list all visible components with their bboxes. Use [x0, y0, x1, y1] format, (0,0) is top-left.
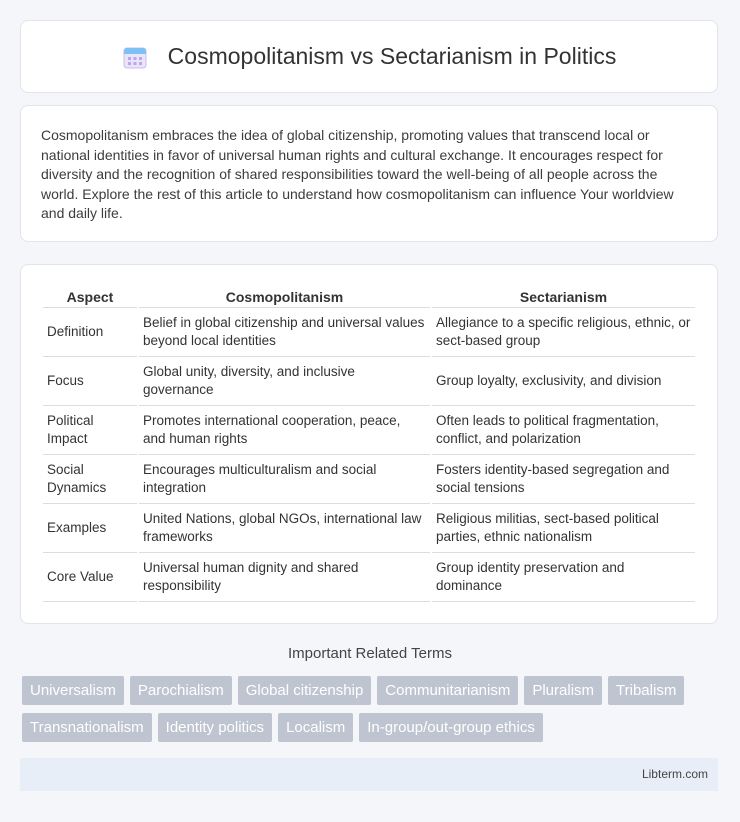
related-term-tag[interactable]: In-group/out-group ethics — [359, 713, 543, 742]
table-row — [43, 406, 695, 455]
header-sectarianism: Sectarianism — [432, 287, 695, 308]
related-term-tag[interactable]: Transnationalism — [22, 713, 152, 742]
related-term-tag[interactable]: Identity politics — [158, 713, 272, 742]
comparison-card — [20, 264, 718, 624]
sectarianism-cell: Fosters identity-based segregation and social tensions — [432, 455, 695, 504]
sectarianism-cell: Religious militias, sect-based political parties, ethnic nationalism — [432, 504, 695, 553]
cosmopolitanism-cell: Promotes international cooperation, peace, and human rights — [139, 406, 430, 455]
related-term-tag[interactable]: Parochialism — [130, 676, 232, 705]
sectarianism-cell: Often leads to political fragmentation, conflict, and polarization — [432, 406, 695, 455]
table-row — [43, 553, 695, 602]
aspect-cell: Examples — [43, 504, 137, 553]
footer-brand-link[interactable]: Libterm.com — [641, 767, 708, 781]
title-card — [20, 20, 718, 93]
related-terms-title: Important Related Terms — [288, 645, 452, 662]
table-row — [43, 357, 695, 406]
cosmopolitanism-cell: Belief in global citizenship and universal values beyond local identities — [139, 308, 430, 357]
sectarianism-cell: Allegiance to a specific religious, ethnic, or sect-based group — [432, 308, 695, 357]
cosmopolitanism-cell: United Nations, global NGOs, international law frameworks — [139, 504, 430, 553]
cosmopolitanism-cell: Encourages multiculturalism and social integration — [139, 455, 430, 504]
table-row — [43, 308, 695, 357]
calendar-icon — [122, 44, 148, 70]
intro-card — [20, 105, 718, 242]
aspect-cell: Core Value — [43, 553, 137, 602]
page-title: Cosmopolitanism vs Sectarianism in Politics — [167, 43, 617, 69]
header-aspect: Aspect — [43, 287, 137, 308]
intro-text: Cosmopolitanism embraces the idea of global citizenship, promoting values that transcend local or national identities in favor of universal human rights and cultural exchange. It encourages respect for diversity and the recognition of shared responsibilities toward the well-being of all people across the world. Explore the rest of this article to understand how cosmopolitanism can influence Your worldview and daily life. — [41, 127, 674, 222]
cosmopolitanism-cell: Global unity, diversity, and inclusive governance — [139, 357, 430, 406]
related-term-tag[interactable]: Tribalism — [608, 676, 684, 705]
related-term-tag[interactable]: Localism — [278, 713, 353, 742]
aspect-cell: Social Dynamics — [43, 455, 137, 504]
header-cosmopolitanism: Cosmopolitanism — [139, 287, 430, 308]
related-term-tag[interactable]: Universalism — [22, 676, 124, 705]
table-header-row — [43, 287, 695, 308]
sectarianism-cell: Group loyalty, exclusivity, and division — [432, 357, 695, 406]
aspect-cell: Definition — [43, 308, 137, 357]
aspect-cell: Focus — [43, 357, 137, 406]
comparison-table — [41, 287, 697, 602]
related-term-tag[interactable]: Pluralism — [524, 676, 602, 705]
table-row — [43, 504, 695, 553]
related-term-tag[interactable]: Communitarianism — [377, 676, 518, 705]
aspect-cell: Political Impact — [43, 406, 137, 455]
footer — [20, 758, 718, 791]
table-row — [43, 455, 695, 504]
cosmopolitanism-cell: Universal human dignity and shared responsibility — [139, 553, 430, 602]
related-term-tag[interactable]: Global citizenship — [238, 676, 372, 705]
sectarianism-cell: Group identity preservation and dominance — [432, 553, 695, 602]
related-terms-list — [22, 676, 722, 750]
